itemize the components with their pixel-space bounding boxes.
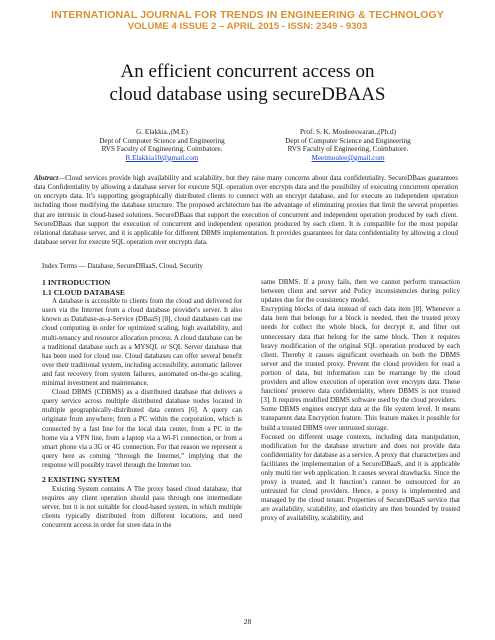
title-line-2: cloud database using secureDBAAS <box>109 84 386 105</box>
section-heading-existing-system: 2 EXISTING SYSTEM <box>42 474 120 484</box>
author-email-link[interactable]: R.Elakkia10@gmail.com <box>125 153 199 162</box>
paragraph: same DBMS. If a proxy fails, then we cannot perform transaction between client and server and Policy inconsistencies during policy updates due for the consistency model. <box>261 278 460 305</box>
subsection-heading-cloud-database: 1.1 CLOUD DATABASE <box>42 287 126 297</box>
section-heading-introduction: 1 INTRODUCTION <box>42 278 111 287</box>
journal-header <box>0 9 495 33</box>
paragraph: Encrypting blocks of data instead of each data item [8]. Whenever a data item that belongs for a block is needed, then the trusted proxy needs for collect the whole block, for decrypt it, and filter out unnecessary data that belong for the same block. Then it requires heavy modification of the original SQL operation produced by each client. Thereby it causes significant overheads on both the DBMS server and the trusted proxy. Prevent the cloud providers for read a portion of data, but information can be rearrange by the cloud providers and allow execution of operation over encrypts data. These functions' preserve data confidentiality, where DBMS is not trusted [3]. It requires modified DBMS software used by the cloud providers. <box>261 305 460 405</box>
author-block-2 <box>248 128 448 162</box>
left-column <box>42 278 242 530</box>
right-column <box>261 278 460 524</box>
author-college: RVS Faculty of Engineering, Coimbatore. <box>101 145 223 154</box>
author-name: Prof. S. K. Mouleeswaran.,(Ph.d) <box>299 128 397 136</box>
page-number: 28 <box>243 617 252 626</box>
paragraph: A database is accessible to clients from the cloud and delivered for users via the Internet from a cloud database provider's server. It also known as Database-as-a-Service (DBaaS) [8], cloud databases can use cloud computing in order for optimized scaling, high availability, and multi-tenancy and resource allocation process. A cloud database can be a traditional database such as a MYSQL or SQL Server database that has been used for cloud use. Cloud databases can offer several benefit over their traditional system, including accessibility, automatic failover and fast recovery from system failures, automated on-the-go scaling, minimal investment and maintenance. <box>42 297 242 388</box>
author-college: RVS Faculty of Engineering, Coimbatore. <box>287 145 409 154</box>
author-dept: Dept of Computer Science and Engineering <box>285 136 411 145</box>
paragraph: Existing System contains A The proxy based cloud database, that requires any client operation should pass through one intermediate server, but it is not suitable for cloud-based system, in which multiple clients typically distributed from different locations, and need concurrent access in order for store data in the <box>42 484 242 529</box>
journal-issue: VOLUME 4 ISSUE 2 – APRIL 2015 - ISSN: 2349 - 9303 <box>127 21 368 32</box>
author-name: G. Elakkia.,(M.E) <box>136 128 188 136</box>
abstract <box>34 174 458 247</box>
title-line-1: An efficient concurrent access on <box>120 61 375 82</box>
journal-name: INTERNATIONAL JOURNAL FOR TRENDS IN ENGINEERING & TECHNOLOGY <box>51 9 444 21</box>
abstract-text: —Cloud services provide high availability and scalability, but they raise many concerns about data confidentiality. SecureDBaas guarantees data Confidentiality by allowing a database server for execute SQL operation over encrypts data and the possibility of executing concurrent operation on encrypts data. It’s supporting geographically distributed clients to connect with an encrypt database, and for execute an independent operation including those modifying the database structure. The proposed architecture has the advantage of eliminating proxies that limit the several properties that are intrinsic in cloud-based solutions. SecureDBaas that support the execution of concurrent and independent operation produced by each client. SecureDBaas that support the execution of concurrent and independent operation produced by each client. It is compatible for the most popular relational database server, and it is applicable for different DBMS implementation. It provides guarantees for data confidentiality by allowing a cloud database server for execute SQL operation over encrypts data. <box>34 174 458 247</box>
author-dept: Dept of Computer Science and Engineering <box>99 136 225 145</box>
paper-title <box>0 60 495 106</box>
abstract-label: Abstract <box>34 174 59 182</box>
paragraph: Cloud DBMS (CDBMS) as a distributed database that delivers a query service across multiple distributed database nodes located in multiple geographically-distributed data centers [6]. A query can originate from anywhere; from a PC within the corporation, which is connected by a fast line for the local data center, from a PC in the home via a VPN line, from a laptop via a Wi-Fi connection, or from a smart phone via a 3G or 4G connection. For that reason we represent a query here as coming “through the Internet,” implying that the response will possibly travel through the Internet too. <box>42 388 242 469</box>
author-block-1 <box>62 128 262 162</box>
author-email-link[interactable]: Meetmoulee@gmail.com <box>311 153 385 162</box>
index-terms: Index Terms — Database, SecureDBaaS, Cloud, Security <box>42 262 203 270</box>
paragraph: Focused on different usage contexts, including data manipulation, modification for the database structure and does not provide data confidentiality for database as a service. A proxy that characterizes and facilitates the implementation of a SecureDBaaS, and it is applicable only multi tier web application. It causes several drawbacks. Since the proxy is trusted, and It function’s cannot be outsourced for an untrusted for cloud providers. Hence, a proxy is implemented and managed by the cloud tenant. Properties of SecureDBaaS service that are availability, scalability, and elasticity are then bounded by trusted proxy of availability, scalability, and <box>261 432 460 523</box>
paragraph: Some DBMS engines encrypt data at the file system level. It means transparent data Encryption feature. This feature makes it possible for build a trusted DBMS over untrusted storage. <box>261 405 460 432</box>
